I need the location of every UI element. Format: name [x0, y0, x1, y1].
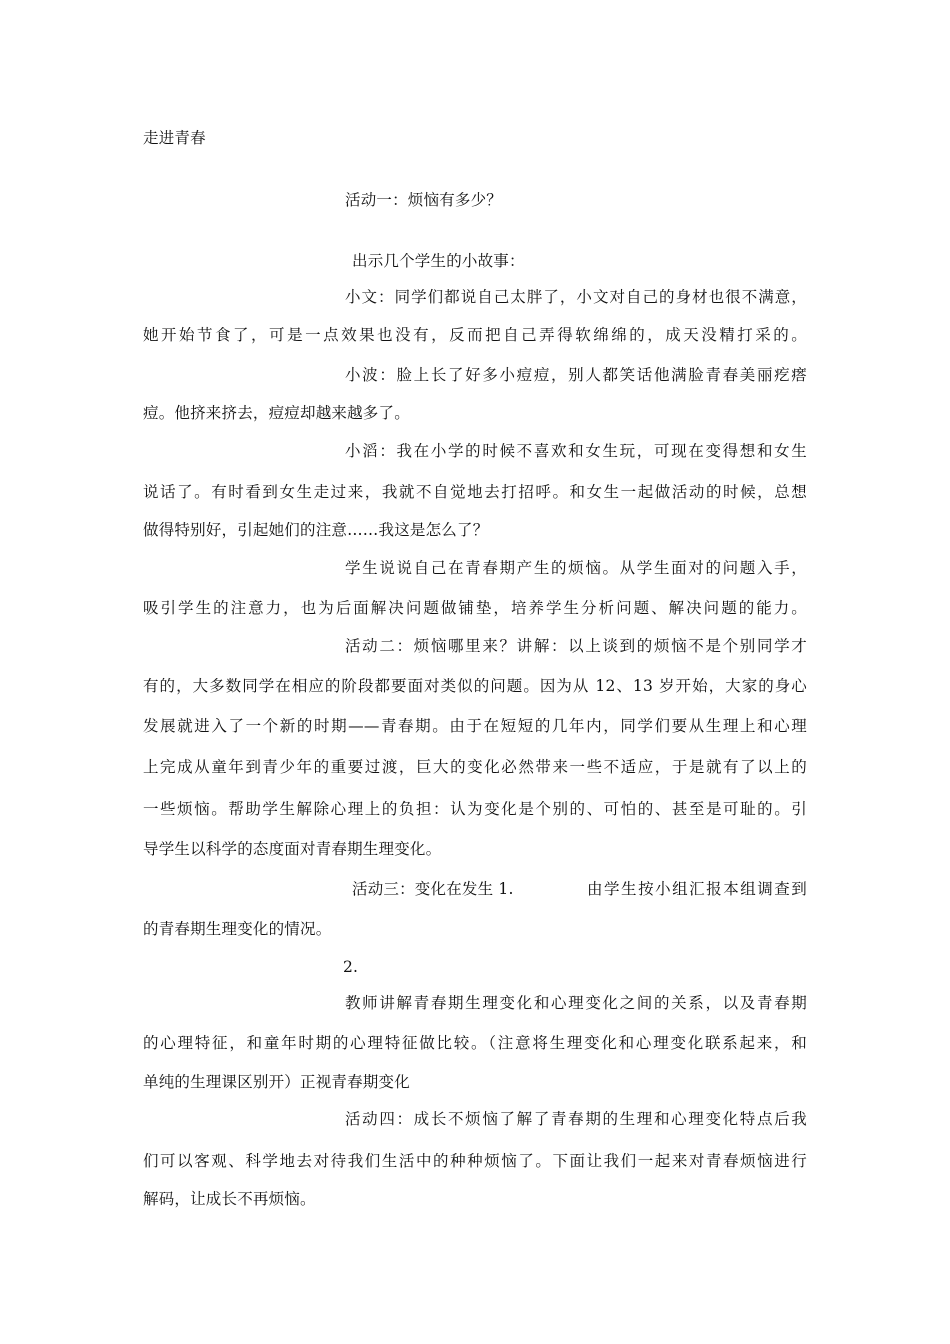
students-talk-line1: 学生说说自己在青春期产生的烦恼。从学生面对的问题入手，: [345, 559, 807, 577]
activity2-line2: 有的，大多数同学在相应的阶段都要面对类似的问题。因为从 12、13 岁开始，大家的身心: [143, 677, 807, 695]
activity3-line1-item1: 由学生按小组汇报本组调查到: [587, 880, 807, 898]
activity3-item2-number: 2.: [343, 958, 359, 976]
activity3-line1-heading: 活动三：变化在发生 1.: [352, 880, 514, 898]
story-xiaobo-line1: 小波：脸上长了好多小痘痘，别人都笑话他满脸青春美丽疙瘩: [345, 366, 807, 384]
activity2-line1: 活动二：烦恼哪里来？讲解：以上谈到的烦恼不是个别同学才: [345, 637, 807, 655]
activity2-line5: 一些烦恼。帮助学生解除心理上的负担：认为变化是个别的、可怕的、甚至是可耻的。引: [143, 800, 807, 818]
students-talk-line2: 吸引学生的注意力，也为后面解决问题做铺垫，培养学生分析问题、解决问题的能力。: [143, 599, 807, 617]
story-xiaotao-line3: 做得特别好，引起她们的注意……我这是怎么了？: [143, 521, 489, 539]
activity3-line2: 的青春期生理变化的情况。: [143, 920, 332, 938]
activity4-line2: 们可以客观、科学地去对待我们生活中的种种烦恼了。下面让我们一起来对青春烦恼进行: [143, 1152, 807, 1170]
story-xiaowen-line2: 她开始节食了，可是一点效果也没有，反而把自己弄得软绵绵的，成天没精打采的。: [143, 326, 807, 344]
story-xiaobo-line2: 痘。他挤来挤去，痘痘却越来越多了。: [143, 404, 410, 422]
stories-intro: 出示几个学生的小故事：: [352, 252, 525, 270]
activity3-line5: 单纯的生理课区别开）正视青春期变化: [143, 1073, 410, 1091]
activity2-line3: 发展就进入了一个新的时期——青春期。由于在短短的几年内，同学们要从生理上和心理: [143, 717, 807, 735]
activity2-line4: 上完成从童年到青少年的重要过渡，巨大的变化必然带来一些不适应，于是就有了以上的: [143, 758, 807, 776]
activity3-line4: 的心理特征，和童年时期的心理特征做比较。（注意将生理变化和心理变化联系起来，和: [143, 1034, 807, 1052]
story-xiaotao-line1: 小滔：我在小学的时候不喜欢和女生玩，可现在变得想和女生: [345, 442, 807, 460]
document-title: 走进青春: [143, 129, 206, 147]
activity2-line6: 导学生以科学的态度面对青春期生理变化。: [143, 840, 442, 858]
activity4-line3: 解码，让成长不再烦恼。: [143, 1190, 316, 1208]
story-xiaowen-line1: 小文：同学们都说自己太胖了，小文对自己的身材也很不满意，: [345, 288, 807, 306]
activity1-heading: 活动一：烦恼有多少？: [345, 191, 503, 209]
activity4-line1: 活动四：成长不烦恼了解了青春期的生理和心理变化特点后我: [345, 1110, 807, 1128]
activity3-line3: 教师讲解青春期生理变化和心理变化之间的关系，以及青春期: [345, 994, 807, 1012]
story-xiaotao-line2: 说话了。有时看到女生走过来，我就不自觉地去打招呼。和女生一起做活动的时候，总想: [143, 483, 807, 501]
